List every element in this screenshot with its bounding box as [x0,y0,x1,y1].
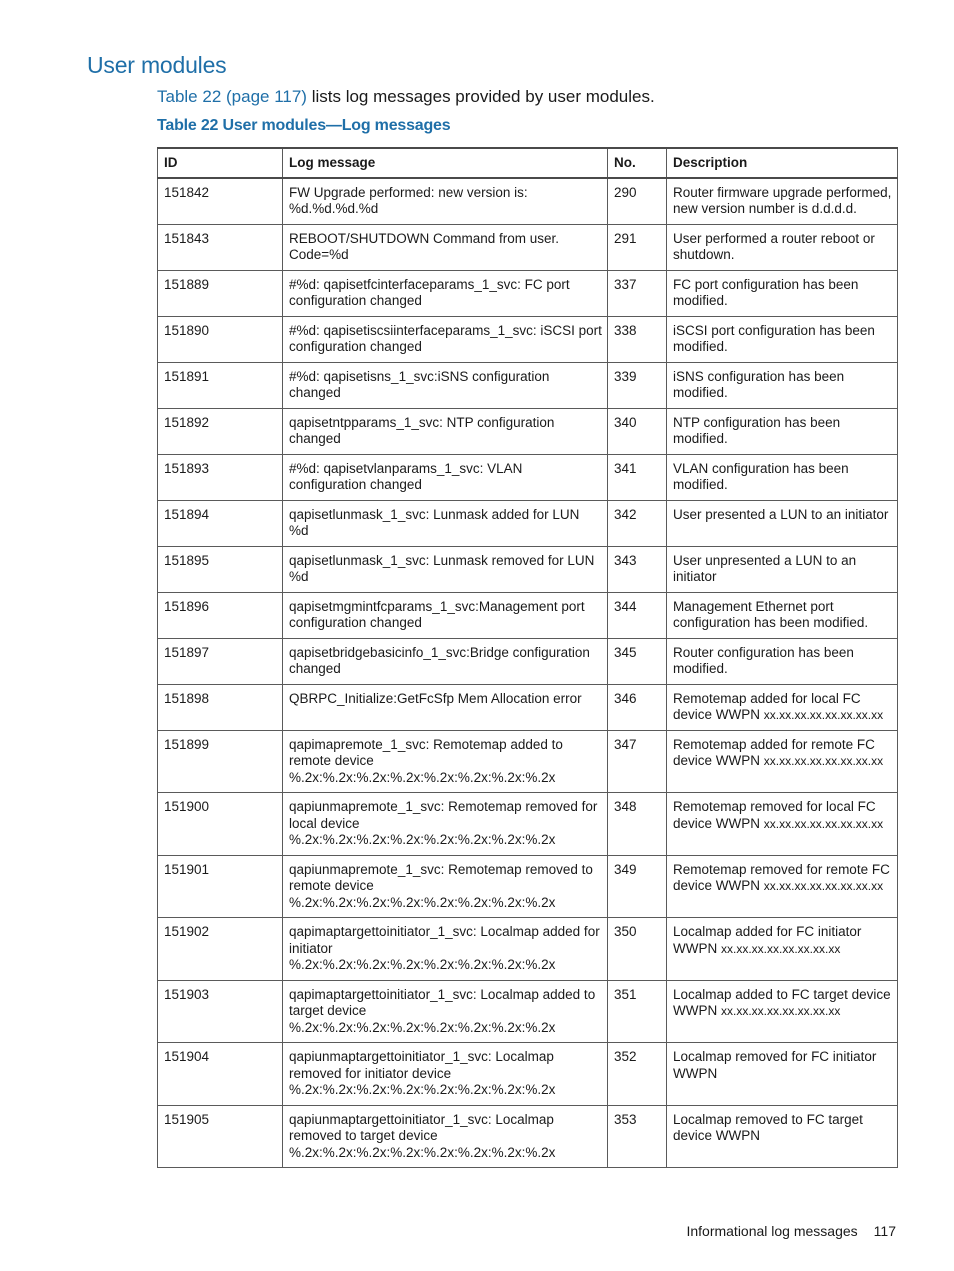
cell-id: 151900 [158,793,283,856]
cell-description [667,592,898,638]
table-row [158,918,898,981]
section-title: User modules [87,52,227,78]
cell-number: 347 [608,730,667,793]
cell-description [667,980,898,1043]
table-row [158,316,898,362]
table-row [158,730,898,793]
cell-number: 353 [608,1105,667,1168]
description-text: Router configuration has been modified. [673,644,854,676]
cell-log-message: qapimaptargettoinitiator_1_svc: Localmap added to target device %.2x:%.2x:%.2x:%.2x:%.2x:%.2x:%.2x:%.2x [283,980,608,1043]
cell-log-message: qapisetlunmask_1_svc: Lunmask removed for LUN %d [283,546,608,592]
description-text: Localmap added to FC target device WWPN [673,986,891,1018]
cell-description [667,270,898,316]
cell-log-message: #%d: qapisetvlanparams_1_svc: VLAN configuration changed [283,454,608,500]
description-text: Remotemap removed for remote FC device WWPN [673,861,890,893]
cell-id: 151898 [158,684,283,730]
cell-description [667,500,898,546]
table-row [158,362,898,408]
table-row [158,855,898,918]
cell-log-message: #%d: qapisetisns_1_svc:iSNS configuration changed [283,362,608,408]
table-row [158,224,898,270]
cell-number: 337 [608,270,667,316]
cell-log-message: REBOOT/SHUTDOWN Command from user. Code=%d [283,224,608,270]
table-row [158,408,898,454]
cell-number: 350 [608,918,667,981]
cell-number: 343 [608,546,667,592]
table-row [158,592,898,638]
cell-log-message: qapisetntpparams_1_svc: NTP configuration changed [283,408,608,454]
description-text: User presented a LUN to an initiator [673,506,889,522]
cell-id: 151897 [158,638,283,684]
cell-log-message: FW Upgrade performed: new version is: %d.%d.%d.%d [283,178,608,225]
page-footer [686,1223,896,1239]
cell-description [667,178,898,225]
table-row [158,980,898,1043]
cell-description [667,316,898,362]
cell-log-message: qapiunmaptargettoinitiator_1_svc: Localmap removed for initiator device %.2x:%.2x:%.2x:%.2x:%.2x:%.2x:%.2x:%.2x [283,1043,608,1106]
description-text: VLAN configuration has been modified. [673,460,849,492]
cell-number: 345 [608,638,667,684]
cell-id: 151893 [158,454,283,500]
cell-id: 151901 [158,855,283,918]
table-row [158,270,898,316]
cell-description [667,793,898,856]
cell-log-message: QBRPC_Initialize:GetFcSfp Mem Allocation error [283,684,608,730]
cell-number: 338 [608,316,667,362]
cell-id: 151889 [158,270,283,316]
description-text: Management Ethernet port configuration has been modified. [673,598,869,630]
description-wwpn: xx.xx.xx.xx.xx.xx.xx.xx [721,941,841,956]
footer-chapter: Informational log messages [686,1223,858,1239]
cell-id: 151894 [158,500,283,546]
cell-description [667,454,898,500]
description-text: Router firmware upgrade performed, new version number is d.d.d.d. [673,184,892,216]
cell-log-message: qapiunmapremote_1_svc: Remotemap removed to remote device %.2x:%.2x:%.2x:%.2x:%.2x:%.2x:%.2x:%.2x [283,855,608,918]
cell-id: 151890 [158,316,283,362]
cell-number: 349 [608,855,667,918]
table-header-row [158,148,898,178]
cell-id: 151903 [158,980,283,1043]
cell-id: 151904 [158,1043,283,1106]
cell-description [667,730,898,793]
table-row [158,546,898,592]
description-text: Remotemap added for local FC device WWPN [673,690,861,722]
table-row [158,793,898,856]
cell-id: 151842 [158,178,283,225]
cell-number: 344 [608,592,667,638]
description-wwpn: xx.xx.xx.xx.xx.xx.xx.xx [763,708,884,722]
cell-number: 351 [608,980,667,1043]
description-text: NTP configuration has been modified. [673,414,841,446]
cell-log-message: #%d: qapisetiscsiinterfaceparams_1_svc: iSCSI port configuration changed [283,316,608,362]
description-wwpn: xx.xx.xx.xx.xx.xx.xx.xx [763,816,884,831]
table-row [158,684,898,730]
description-text: Localmap added for FC initiator WWPN [673,924,862,956]
cell-description [667,546,898,592]
cell-log-message: qapisetlunmask_1_svc: Lunmask added for LUN %d [283,500,608,546]
cell-log-message: qapimapremote_1_svc: Remotemap added to remote device %.2x:%.2x:%.2x:%.2x:%.2x:%.2x:%.2x:%.2x [283,730,608,793]
cell-number: 341 [608,454,667,500]
description-text: iSNS configuration has been modified. [673,368,845,400]
cell-number: 346 [608,684,667,730]
description-text: FC port configuration has been modified. [673,276,859,308]
description-text: Localmap removed to FC target device WWPN [673,1111,863,1143]
cell-id: 151905 [158,1105,283,1168]
cell-log-message: qapisetmgmintfcparams_1_svc:Management port configuration changed [283,592,608,638]
intro-text: lists log messages provided by user modules. [306,87,655,106]
cell-number: 340 [608,408,667,454]
cell-description [667,1043,898,1106]
cell-description [667,638,898,684]
cell-log-message: qapiunmaptargettoinitiator_1_svc: Localmap removed to target device %.2x:%.2x:%.2x:%.2x:%.2x:%.2x:%.2x:%.2x [283,1105,608,1168]
cell-description [667,408,898,454]
cell-description [667,918,898,981]
description-text: User unpresented a LUN to an initiator [673,552,857,584]
table-row [158,638,898,684]
header-number: No. [608,148,667,178]
cell-id: 151899 [158,730,283,793]
cell-description [667,224,898,270]
cell-id: 151902 [158,918,283,981]
description-wwpn: xx.xx.xx.xx.xx.xx.xx.xx [763,754,884,768]
table-reference-link[interactable]: Table 22 (page 117) [157,87,307,106]
cell-number: 348 [608,793,667,856]
description-text: Remotemap removed for local FC device WWPN [673,799,876,831]
description-text: iSCSI port configuration has been modified. [673,322,875,354]
cell-log-message: qapisetbridgebasicinfo_1_svc:Bridge configuration changed [283,638,608,684]
page-number: 117 [873,1223,896,1239]
log-messages-table [157,147,898,1168]
cell-id: 151896 [158,592,283,638]
cell-log-message: qapiunmapremote_1_svc: Remotemap removed for local device %.2x:%.2x:%.2x:%.2x:%.2x:%.2x:%.2x:%.2x [283,793,608,856]
cell-number: 342 [608,500,667,546]
header-description: Description [667,148,898,178]
table-row [158,178,898,225]
cell-log-message: #%d: qapisetfcinterfaceparams_1_svc: FC port configuration changed [283,270,608,316]
header-id: ID [158,148,283,178]
cell-description [667,684,898,730]
cell-id: 151892 [158,408,283,454]
cell-id: 151843 [158,224,283,270]
cell-number: 291 [608,224,667,270]
cell-number: 290 [608,178,667,225]
cell-description [667,1105,898,1168]
cell-number: 352 [608,1043,667,1106]
table-caption: Table 22 User modules—Log messages [157,117,451,134]
description-text: User performed a router reboot or shutdown. [673,230,875,262]
intro-paragraph [157,87,655,107]
header-log-message: Log message [283,148,608,178]
cell-description [667,362,898,408]
cell-log-message: qapimaptargettoinitiator_1_svc: Localmap added for initiator %.2x:%.2x:%.2x:%.2x:%.2x:%.2x:%.2x:%.2x [283,918,608,981]
description-wwpn: xx.xx.xx.xx.xx.xx.xx.xx [763,879,884,893]
description-wwpn: xx.xx.xx.xx.xx.xx.xx.xx [721,1004,841,1018]
description-text: Localmap removed for FC initiator WWPN [673,1049,877,1081]
table-row [158,500,898,546]
table-body [158,178,898,1168]
table-row [158,1043,898,1106]
cell-number: 339 [608,362,667,408]
cell-id: 151891 [158,362,283,408]
cell-description [667,855,898,918]
table-row [158,454,898,500]
table-row [158,1105,898,1168]
description-text: Remotemap added for remote FC device WWPN [673,736,875,768]
cell-id: 151895 [158,546,283,592]
